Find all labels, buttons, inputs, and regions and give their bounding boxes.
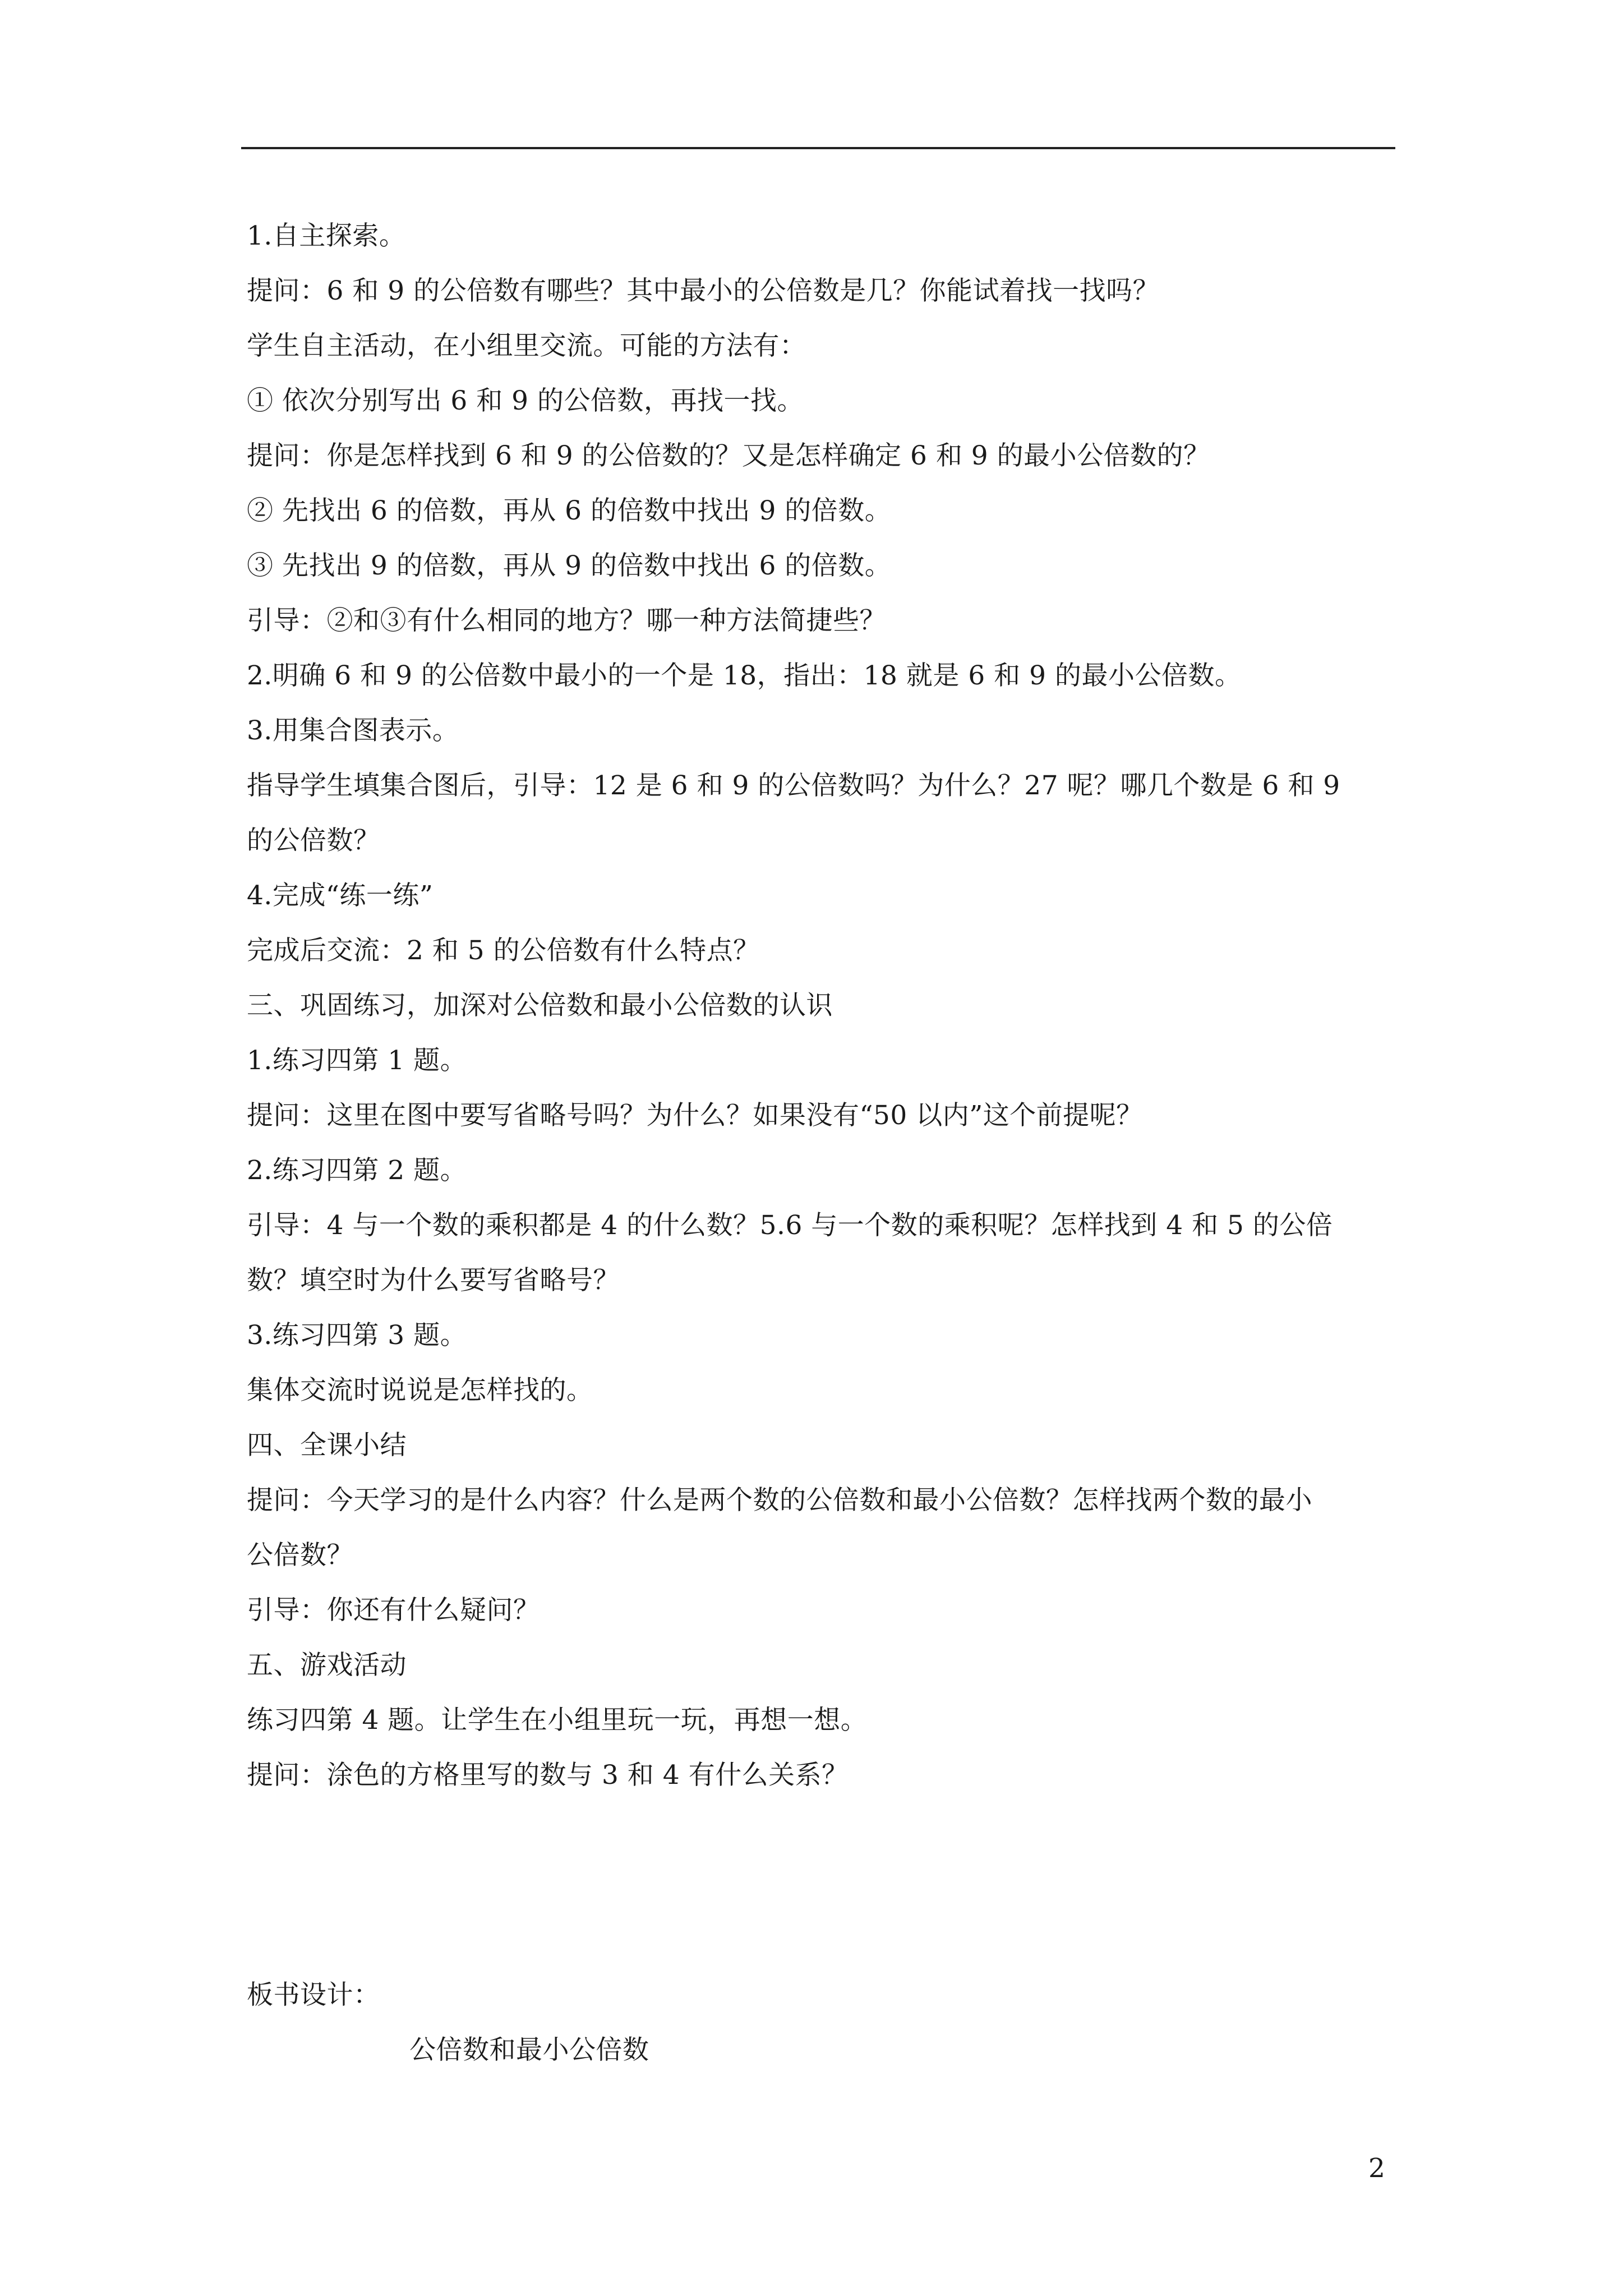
- text-line: 2.练习四第 2 题。: [247, 1155, 467, 1186]
- page-number: 2: [1368, 2153, 1385, 2184]
- text-line: 3.用集合图表示。: [247, 715, 459, 746]
- text-line: 集体交流时说说是怎样找的。: [247, 1375, 593, 1406]
- text-line: 引导：②和③有什么相同的地方？哪一种方法简捷些？: [247, 605, 886, 636]
- text-line: 提问：今天学习的是什么内容？什么是两个数的公倍数和最小公倍数？怎样找两个数的最小: [247, 1485, 1312, 1516]
- text-line: 提问：涂色的方格里写的数与 3 和 4 有什么关系？: [247, 1760, 849, 1791]
- text-line: 提问：6 和 9 的公倍数有哪些？其中最小的公倍数是几？你能试着找一找吗？: [247, 275, 1160, 306]
- text-line: 数？填空时为什么要写省略号？: [247, 1265, 620, 1296]
- text-line: 完成后交流：2 和 5 的公倍数有什么特点？: [247, 935, 760, 966]
- text-line: 提问：这里在图中要写省略号吗？为什么？如果没有“50 以内”这个前提呢？: [247, 1100, 1143, 1131]
- text-line: 指导学生填集合图后，引导：12 是 6 和 9 的公倍数吗？为什么？27 呢？哪几个数是 6 和 9: [247, 770, 1340, 801]
- board-design-label: 板书设计：: [247, 1980, 380, 2010]
- board-design-title: 公倍数和最小公倍数: [409, 2035, 649, 2065]
- text-line: 4.完成“练一练”: [247, 880, 434, 911]
- text-line: ② 先找出 6 的倍数，再从 6 的倍数中找出 9 的倍数。: [247, 495, 892, 526]
- text-line: ① 依次分别写出 6 和 9 的公倍数，再找一找。: [247, 385, 804, 416]
- section-heading: 五、游戏活动: [247, 1650, 407, 1681]
- text-line: 3.练习四第 3 题。: [247, 1320, 467, 1351]
- spacer: [247, 1803, 1391, 1968]
- section-heading: 三、巩固练习，加深对公倍数和最小公倍数的认识: [247, 990, 833, 1021]
- text-line: 引导：你还有什么疑问？: [247, 1595, 540, 1626]
- section-heading: 四、全课小结: [247, 1430, 407, 1461]
- text-line: ③ 先找出 9 的倍数，再从 9 的倍数中找出 6 的倍数。: [247, 550, 892, 581]
- text-line: 1.自主探索。: [247, 220, 406, 251]
- text-line: 练习四第 4 题。让学生在小组里玩一玩，再想一想。: [247, 1705, 868, 1736]
- text-line: 学生自主活动，在小组里交流。可能的方法有：: [247, 330, 806, 361]
- text-line: 1.练习四第 1 题。: [247, 1045, 467, 1076]
- text-line: 引导：4 与一个数的乘积都是 4 的什么数？5.6 与一个数的乘积呢？怎样找到 4 和 5 的公倍: [247, 1210, 1333, 1241]
- text-line: 的公倍数？: [247, 825, 380, 856]
- document-body: [247, 209, 1391, 2078]
- text-line: 公倍数？: [247, 1540, 353, 1571]
- text-line: 2.明确 6 和 9 的公倍数中最小的一个是 18，指出：18 就是 6 和 9 的最小公倍数。: [247, 660, 1242, 691]
- header-rule: [241, 147, 1395, 149]
- text-line: 提问：你是怎样找到 6 和 9 的公倍数的？又是怎样确定 6 和 9 的最小公倍数的？: [247, 440, 1210, 471]
